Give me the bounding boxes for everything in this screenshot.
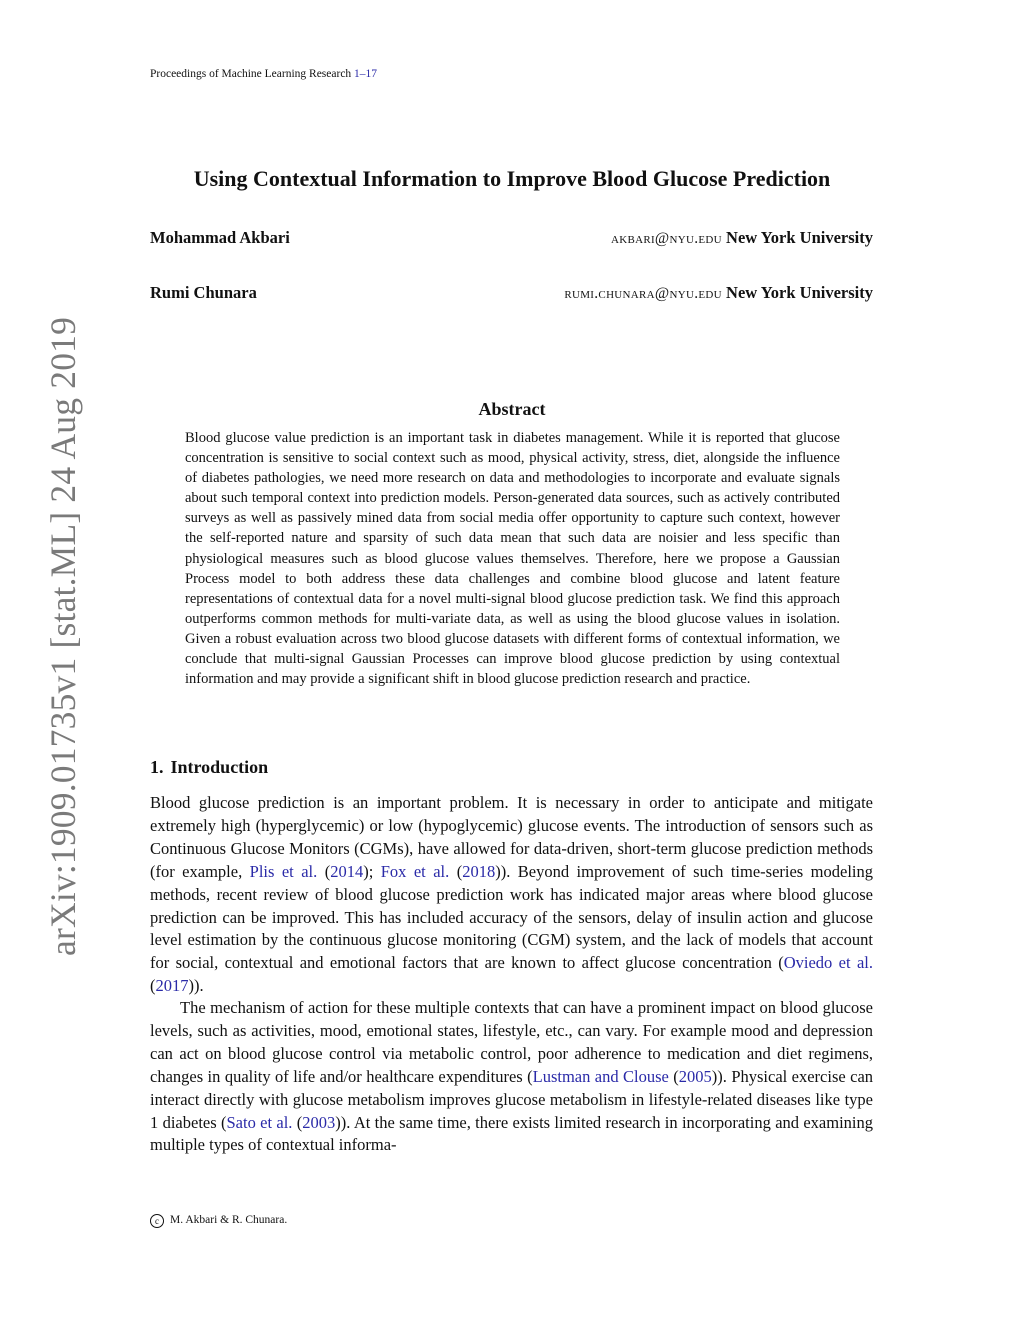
author-email: rumi.chunara@nyu.edu — [564, 285, 722, 302]
citation-link[interactable]: Sato et al. — [226, 1112, 293, 1132]
citation-year-link[interactable]: 2017 — [155, 976, 189, 996]
citation-link[interactable]: Fox et al. — [380, 861, 450, 881]
page-range-link[interactable]: 1–17 — [354, 68, 378, 80]
venue-name: Proceedings of Machine Learning Research — [150, 68, 352, 80]
paragraph-text: )). Physical exercise can interact directly with glucose metabolism improves glucose metabolism in lifestyle-related diseases like type 1 diabetes ( — [150, 1066, 874, 1132]
citation-year-link[interactable]: 2018 — [462, 861, 496, 881]
intro-paragraph-2: The mechanism of action for these multiple contexts that can have a prominent impact on blood glucose levels, such as activities, mood, emotional states, lifestyle, etc., can vary. For example mood and depression can act on blood glucose control via metabolic control, poor adherence to medication and diet regimens, changes in quality of life and/or healthcare expenditures (Lustman and Clouse (2005)). Physical exercise can interact directly with glucose metabolism improves glucose metabolism in lifestyle-related diseases like type 1 diabetes (Sato et al. (2003)). At the same time, there exists limited research in incorporating and examining multiple types of contextual informa- — [150, 998, 874, 1155]
citation-year-link[interactable]: 2014 — [330, 861, 364, 881]
footer-authors: M. Akbari & R. Chunara. — [170, 1214, 288, 1226]
author-name: Mohammad Akbari — [150, 228, 290, 247]
section-number: 1. — [150, 757, 164, 777]
paragraph-text: )). Beyond improvement of such time-series modeling methods, recent review of blood glucose prediction work has indicated major areas where blood glucose prediction can be improved. This has included accuracy of the sensors, delay of insulin action and glucose level estimation by the continuous glucose monitoring (CGM) system, and the lack of models that account for social, contextual and emotional factors that are known to affect glucose concentration ( — [150, 861, 873, 973]
author-institution: New York University — [726, 228, 873, 247]
author-name: Rumi Chunara — [150, 283, 257, 302]
paragraph-text: )). — [188, 976, 204, 996]
citation-link[interactable]: Oviedo et al. — [783, 953, 874, 973]
intro-paragraph-1: Blood glucose prediction is an important problem. It is necessary in order to anticipate and mitigate extremely high (hyperglycemic) or low (hypoglycemic) glucose events. The introduction of sensors such as Continuous Glucose Monitors (CGMs), have allowed for data-driven, short-term glucose prediction methods (for example, Plis et al. (2014); Fox et al. (2018)). Beyond improvement of such time-series modeling methods, recent review of blood glucose prediction work has indicated major areas where blood glucose prediction can be improved. This has included accuracy of the sensors, delay of insulin action and glucose level estimation by the continuous glucose monitoring (CGM) system, and the lack of models that account for social, contextual and emotional factors that are known to affect glucose concentration (Oviedo et al. (2017)). — [150, 793, 874, 996]
copyright-icon: c — [150, 1214, 164, 1228]
citation-link[interactable]: Plis et al. — [249, 861, 318, 881]
section-heading-introduction — [150, 757, 268, 778]
author-email: akbari@nyu.edu — [610, 230, 722, 247]
citation-year-link[interactable]: 2005 — [678, 1066, 712, 1086]
author-institution: New York University — [726, 283, 873, 302]
paragraph-text: The mechanism of action for these multiple contexts that can have a prominent impact on blood glucose levels, such as activities, mood, emotional states, lifestyle, etc., can vary. For example mood and depression can act on blood glucose control via metabolic control, poor adherence to medication and diet regimens, changes in quality of life and/or healthcare expenditures ( — [150, 998, 873, 1086]
abstract-heading: Abstract — [478, 399, 546, 419]
arxiv-identifier: arXiv:1909.01735v1 [stat.ML] 24 Aug 2019 — [43, 316, 83, 956]
section-title: Introduction — [170, 757, 269, 777]
author-2 — [150, 283, 873, 305]
citation-link[interactable]: Lustman and Clouse — [532, 1066, 669, 1086]
citation-year-link[interactable]: 2003 — [302, 1112, 336, 1132]
running-header — [150, 68, 377, 80]
author-1 — [150, 228, 873, 250]
abstract-text: Blood glucose value prediction is an important task in diabetes management. While it is reported that glucose concentration is sensitive to social context such as mood, physical activity, stress, diet, alongside the influence of diabetes pathologies, we need more research on data and methodologies to incorporate and evaluate signals about such temporal context into prediction models. Person-generated data sources, such as actively contributed surveys as well as passively mined data from social media offer opportunity to capture such context, however the self-reported nature and sparsity of such data mean that such data are noisier and less specific than physiological measures such as blood glucose values themselves. Therefore, here we propose a Gaussian Process model to both address these data challenges and combine blood glucose and latent feature representations of contextual data for a novel multi-signal blood glucose prediction task. We find this approach outperforms common methods for multi-variate data, as well as using the blood glucose values in isolation. Given a robust evaluation across two blood glucose datasets with different forms of contextual information, we conclude that multi-signal Gaussian Processes can improve blood glucose prediction by using contextual information and may provide a significant shift in blood glucose prediction research and practice. — [185, 430, 840, 688]
paragraph-text: )). At the same time, there exists limited research in incorporating and examining multiple types of contextual informa- — [150, 1112, 873, 1155]
copyright-footer — [150, 1214, 287, 1228]
paper-title: Using Contextual Information to Improve Blood Glucose Prediction — [193, 166, 831, 191]
paragraph-text: Blood glucose prediction is an important problem. It is necessary in order to anticipate and mitigate extremely high (hyperglycemic) or low (hypoglycemic) glucose events. The introduction of sensors such as Continuous Glucose Monitors (CGMs), have allowed for data-driven, short-term glucose prediction methods (for example, — [150, 793, 873, 881]
